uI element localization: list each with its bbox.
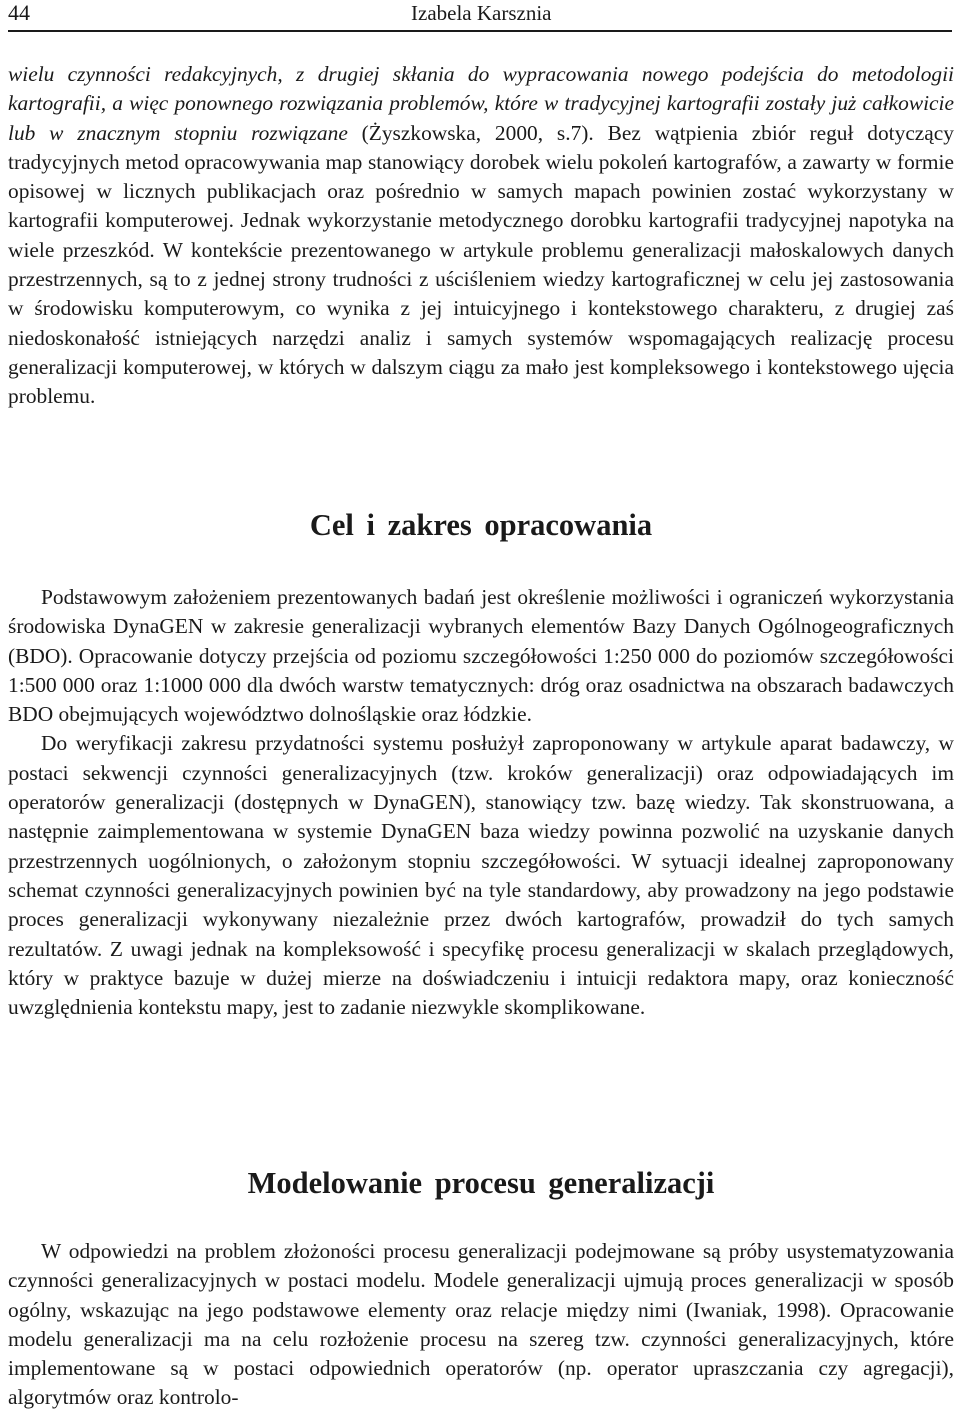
- goal-and-scope-text-block: [8, 583, 954, 1022]
- intro-regular-text: (Żyszkowska, 2000, s.7). Bez wątpienia zbiór reguł dotyczący tradycyjnych metod opracowywania map stanowiący dorobek wielu pokoleń kartografów, a zawarty w formie opisowej w licznych publikacjach oraz pośrednio w samych mapach powinien zostać wykorzystany w kartografii komputerowej. Jednak wykorzystanie metodycznego dorobku kartografii tradycyjnej napotyka na wiele przeszkód. W kontekście prezentowanego w artykule problemu generalizacji małoskalowych danych przestrzennych, są to z jednej strony trudności z uściśleniem wiedzy kartograficznej w celu jej zastosowania w środowisku komputerowym, co wynika z jej intuicyjnego i kontekstowego charakteru, z drugiej zaś niedoskonałość istniejących narzędzi analiz i samych systemów wspomagających realizację procesu generalizacji komputerowej, w których w dalszym ciągu za mało jest kompleksowego i kontekstowego ujęcia problemu.: [8, 120, 954, 409]
- goal-paragraph-2: Do weryfikacji zakresu przydatności systemu posłużył zaproponowany w artykule aparat badawczy, w postaci sekwencji czynności generalizacyjnych (tzw. kroków generalizacji) oraz odpowiadających im operatorów generalizacji (dostępnych w DynaGEN), stanowiący tzw. bazę wiedzy. Tak skonstruowana, a następnie zaimplementowana w systemie DynaGEN baza wiedzy powinna pozwolić na uzyskanie danych przestrzennych uogólnionych, o założonym stopniu szczegółowości. W sytuacji idealnej zaproponowany schemat czynności generalizacyjnych powinien być na tyle standardowy, aby prowadzony na jego podstawie proces generalizacji wykonywany niezależnie przez dwóch kartografów, prowadził do tych samych rezultatów. Z uwagi jednak na kompleksowość i specyfikę procesu generalizacji w skalach przeglądowych, który w praktyce bazuje w dużej mierze na doświadczeniu i intuicji redaktora mapy, oraz konieczność uwzględnienia kontekstu mapy, jest to zadanie niezwykle skomplikowane.: [8, 731, 954, 1020]
- intro-italic-text: wielu czynności redakcyjnych, z drugiej skłania do wypracowania nowego podejścia do metodologii kartografii, a więc ponownego rozwiązania problemów, które w tradycyjnej kartografii zostały już całkowicie lub w znacznym stopniu rozwiązane: [8, 62, 954, 145]
- goal-paragraph-1: Podstawowym założeniem prezentowanych badań jest określenie możliwości i ograniczeń wykorzystania środowiska DynaGEN w zakresie generalizacji wybranych elementów Bazy Danych Ogólnogeograficznych (BDO). Opracowanie dotyczy przejścia od poziomu szczegółowości 1:250 000 do poziomów szczegółowości 1:500 000 oraz 1:1000 000 dla dwóch warstw tematycznych: dróg oraz osadnictwa na obszarach badawczych BDO obejmujących województwo dolnośląskie oraz łódzkie.: [8, 585, 954, 727]
- modeling-paragraph-1: W odpowiedzi na problem złożoności procesu generalizacji podejmowane są próby usystematyzowania czynności generalizacyjnych w postaci modelu. Modele generalizacji ujmują proces generalizacji w sposób ogólny, wskazując na jego podstawowe elementy oraz relacje między nimi (Iwaniak, 1998). Opracowanie modelu generalizacji ma na celu rozłożenie procesu na szereg tzw. czynności generalizacyjnych, które implementowane są w postaci odpowiednich operatorów (np. operator upraszczania czy agregacji), algorytmów oraz kontrolo-: [8, 1239, 954, 1410]
- section-heading-goal-and-scope: Cel i zakres opracowania: [309, 508, 653, 542]
- section-heading-modeling: Modelowanie procesu generalizacji: [247, 1166, 715, 1200]
- modeling-text-block: [8, 1237, 954, 1413]
- intro-text-block: [8, 60, 954, 412]
- intro-paragraph: [8, 60, 954, 412]
- page-number: 44: [8, 0, 30, 25]
- running-head: [8, 0, 952, 32]
- running-head-author: Izabela Karsznia: [411, 1, 552, 25]
